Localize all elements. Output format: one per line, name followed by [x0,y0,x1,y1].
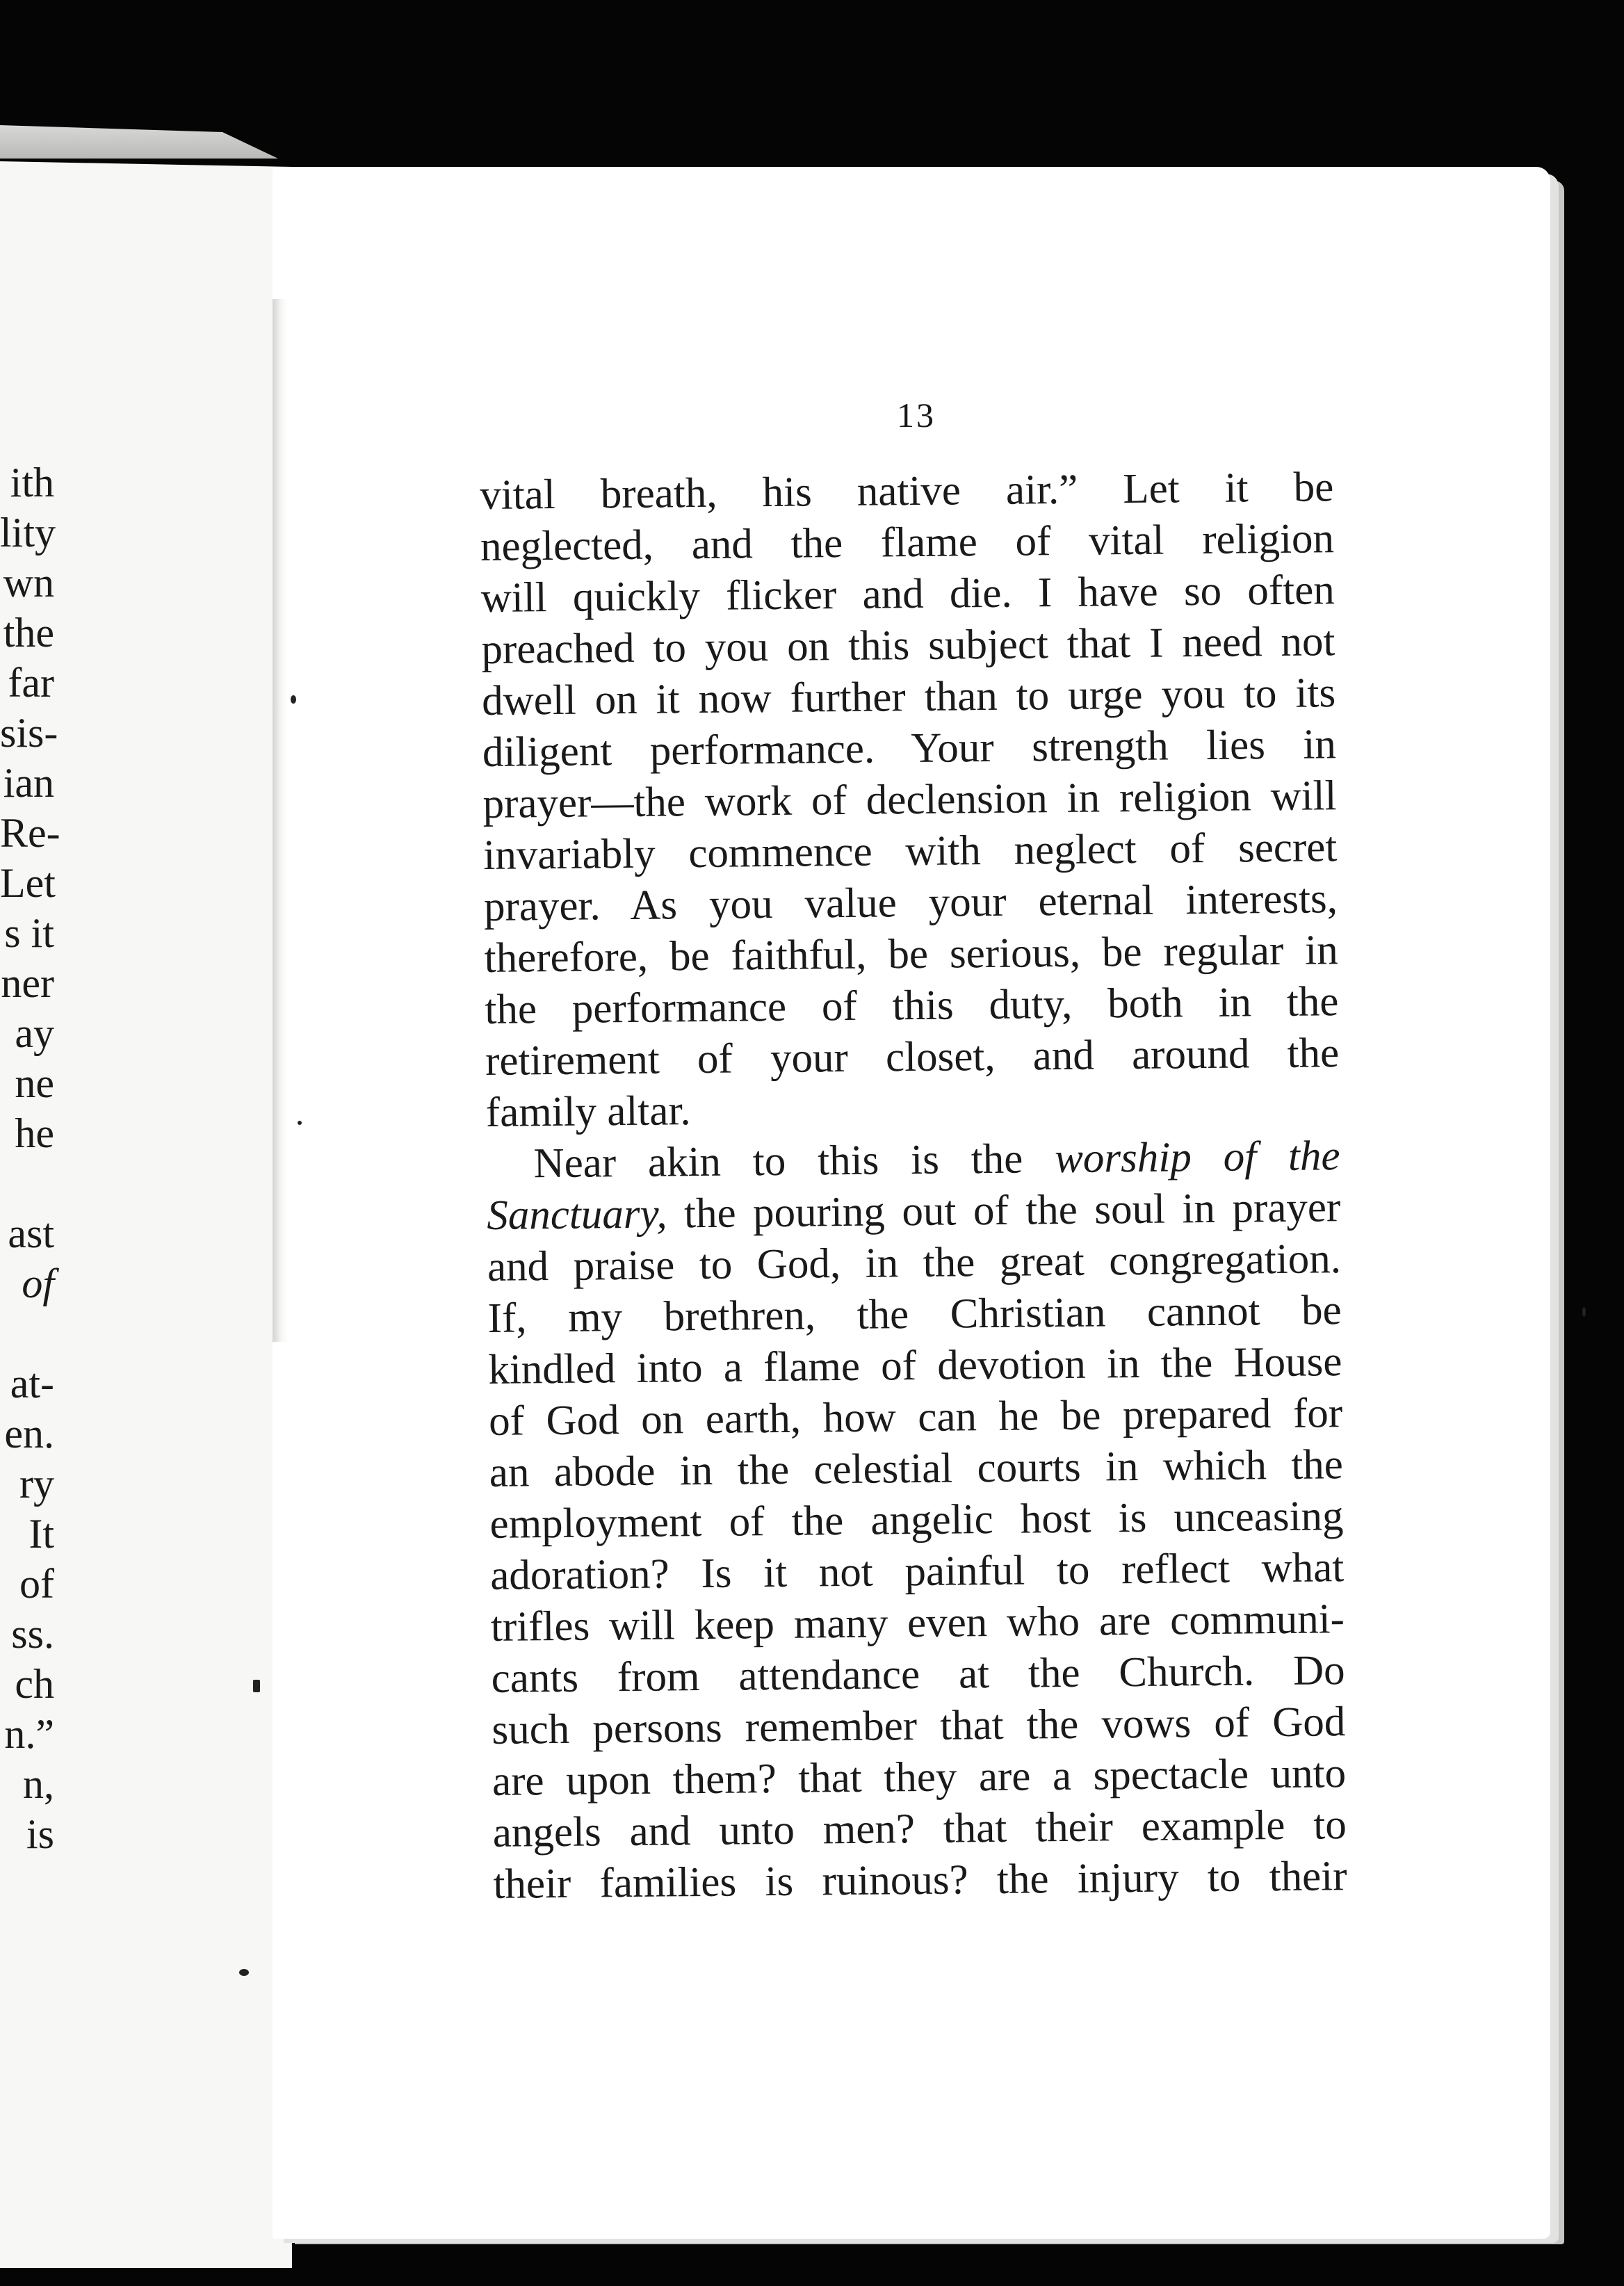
text-line: preached to you on this subject that I need not [481,618,1335,673]
page-body-text [480,462,1347,1911]
italic-phrase: worship of the [1054,1133,1340,1183]
left-fragment: at- [10,1361,54,1407]
scan-speck [291,695,296,704]
text-run: Near akin to this is the [533,1135,1023,1187]
text-line: diligent performance. Your strength lies in [482,721,1337,776]
text-line [486,1130,1340,1190]
text-line: therefore, be faithful, be serious, be regular in [484,927,1339,982]
text-line: family altar. [485,1087,691,1136]
left-fragment: he [15,1110,54,1156]
text-line: vital breath, his native air.” Let it be [480,464,1334,519]
text-line: will quickly flicker and die. I have so often [480,567,1335,622]
left-fragment: s it [4,910,54,956]
left-fragment: sis- [0,710,58,756]
text-line [487,1182,1341,1242]
text-line: prayer. As you value your eternal interests, [483,875,1338,930]
left-fragment: It [29,1511,54,1557]
left-fragment: ss. [11,1611,54,1657]
text-line: of God on earth, how can he be prepared for [488,1390,1343,1445]
left-fragment: ry [19,1461,54,1507]
text-line: If, my brethren, the Christian cannot be [487,1287,1342,1342]
page-number: 13 [897,396,936,435]
left-fragment: far [8,660,54,706]
text-run: the pouring out of the soul in prayer [683,1184,1341,1238]
text-line: angels and unto men? that their example to [492,1801,1347,1856]
left-page-text-fragments [0,457,60,1859]
scan-speck [298,1121,302,1125]
left-fragment: wn [3,560,54,606]
left-fragment: n.” [4,1711,54,1757]
left-page-edge [0,125,278,159]
text-line: and praise to God, in the great congregation. [487,1235,1342,1290]
text-line: trifles will keep many even who are communi- [490,1596,1345,1651]
text-line: the performance of this duty, both in the [485,978,1339,1033]
left-fragment: the [3,610,54,656]
left-fragment: n, [23,1761,54,1807]
left-fragment: ian [3,760,54,806]
left-fragment: lity [0,510,56,556]
left-fragment: en. [4,1411,54,1457]
text-line: are upon them? that they are a spectacle unto [492,1750,1347,1805]
left-fragment: is [26,1811,54,1857]
scan-speck [239,1969,249,1976]
left-fragment: Re- [0,810,60,856]
scan-speck [253,1680,260,1692]
left-fragment: ne [15,1060,54,1106]
left-fragment: Let [0,860,56,906]
text-line: adoration? Is it not painful to reflect what [489,1544,1345,1599]
left-fragment: of [22,1260,54,1306]
left-fragment: of [19,1561,54,1607]
text-line: dwell on it now further than to urge you to its [481,670,1336,724]
text-line: neglected, and the flame of vital religion [480,515,1335,570]
italic-phrase: Sanctuary, [486,1190,667,1239]
left-fragment: ay [15,1010,54,1056]
scan-speck [1582,1307,1586,1317]
left-fragment: ast [8,1210,54,1256]
page-gutter-shadow [273,299,288,1342]
text-line: invariably commence with neglect of secret [483,824,1338,879]
text-line: employment of the angelic host is unceasing [489,1493,1344,1548]
left-fragment: ner [1,960,54,1006]
text-line: kindled into a flame of devotion in the House [488,1338,1342,1393]
text-line: prayer—the work of declension in religion will [482,772,1337,827]
left-fragment: ith [10,460,54,505]
text-line: their families is ruinous? the injury to their [493,1853,1347,1908]
text-line: retirement of your closet, and around the [485,1030,1340,1085]
text-line: an abode in the celestial courts in which the [489,1441,1344,1496]
text-line: such persons remember that the vows of God [492,1699,1346,1753]
text-line: cants from attendance at the Church. Do [491,1647,1345,1702]
left-fragment: ch [15,1661,54,1707]
